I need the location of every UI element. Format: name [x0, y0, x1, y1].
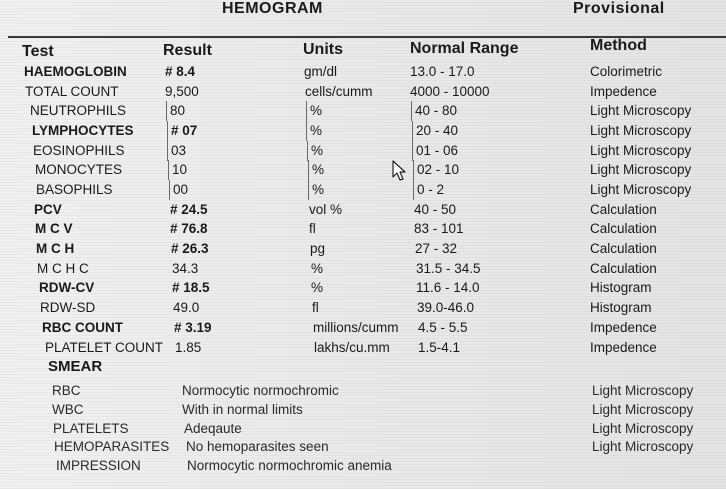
- smear-value: No hemoparasites seen: [186, 439, 329, 454]
- result-value: 00: [169, 180, 188, 200]
- normal-range-value: 4.5 - 5.5: [418, 320, 468, 335]
- units-value: lakhs/cu.mm: [314, 340, 390, 355]
- test-name: M C V: [35, 221, 73, 236]
- result-value: 34.3: [172, 261, 199, 276]
- table-row: [0, 160, 726, 180]
- test-name: LYMPHOCYTES: [32, 123, 134, 138]
- method-value: Light Microscopy: [590, 162, 692, 177]
- method-value: Colorimetric: [590, 64, 663, 79]
- smear-method: Light Microscopy: [592, 421, 694, 436]
- units-value: fl: [309, 221, 316, 236]
- smear-value: Normocytic normochromic anemia: [187, 458, 392, 473]
- table-header: [0, 37, 726, 59]
- units-value: %: [308, 160, 324, 180]
- method-value: Light Microscopy: [590, 182, 692, 197]
- table-row: [0, 239, 726, 259]
- table-row: [0, 200, 726, 220]
- method-value: Light Microscopy: [590, 103, 692, 118]
- table-row: [0, 298, 726, 318]
- mouse-cursor-icon: [392, 160, 408, 182]
- table-row: [0, 338, 726, 358]
- units-value: millions/cumm: [313, 320, 399, 335]
- test-name: EOSINOPHILS: [33, 143, 125, 158]
- normal-range-value: 1.5-4.1: [418, 340, 461, 355]
- result-value: 9,500: [165, 84, 199, 99]
- table-row: [0, 82, 726, 102]
- smear-label: RBC: [52, 383, 81, 398]
- test-name: MONOCYTES: [35, 162, 123, 177]
- normal-range-value: 4000 - 10000: [410, 84, 490, 99]
- normal-range-value: 39.0-46.0: [417, 300, 475, 315]
- table-row: [0, 62, 726, 82]
- smear-section-title: SMEAR: [48, 358, 103, 375]
- test-name: PLATELET COUNT: [45, 340, 164, 355]
- smear-method: Light Microscopy: [592, 402, 694, 417]
- test-name: RDW-SD: [40, 300, 96, 315]
- header-normal-range: Normal Range: [410, 40, 519, 57]
- result-value: # 07: [167, 121, 197, 141]
- result-value: 03: [167, 141, 186, 161]
- header-units: Units: [303, 41, 343, 58]
- smear-method: Light Microscopy: [592, 439, 694, 454]
- units-value: fl: [312, 300, 319, 315]
- units-value: %: [306, 101, 322, 121]
- table-row: [0, 278, 726, 298]
- test-name: PCV: [34, 202, 62, 217]
- test-name: RDW-CV: [39, 280, 95, 295]
- smear-row: [0, 400, 726, 419]
- method-value: Light Microscopy: [590, 123, 692, 138]
- table-row: [0, 101, 726, 121]
- method-value: Impedence: [590, 84, 657, 99]
- units-value: cells/cumm: [305, 84, 373, 99]
- report-title: HEMOGRAM: [222, 0, 323, 17]
- test-name: HAEMOGLOBIN: [24, 64, 127, 79]
- method-value: Calculation: [590, 221, 657, 236]
- table-row: [0, 141, 726, 161]
- test-name: RBC COUNT: [42, 320, 123, 335]
- result-value: 49.0: [173, 300, 200, 315]
- smear-value: Adeqaute: [184, 421, 242, 436]
- normal-range-value: 40 - 80: [411, 101, 457, 121]
- test-name: M C H C: [37, 261, 89, 276]
- table-row: [0, 180, 726, 200]
- units-value: pg: [310, 241, 326, 256]
- smear-label: HEMOPARASITES: [54, 439, 170, 454]
- method-value: Calculation: [590, 202, 657, 217]
- smear-row: [0, 419, 726, 438]
- header-method: Method: [590, 37, 647, 54]
- result-value: # 3.19: [174, 320, 212, 335]
- method-value: Calculation: [590, 261, 657, 276]
- result-value: # 26.3: [171, 241, 209, 256]
- units-value: vol %: [309, 202, 343, 217]
- table-row: [0, 259, 726, 279]
- normal-range-value: 40 - 50: [414, 202, 457, 217]
- normal-range-value: 11.6 - 14.0: [416, 280, 480, 295]
- units-value: %: [311, 261, 324, 276]
- normal-range-value: 01 - 06: [412, 141, 458, 161]
- report-status: Provisional: [573, 0, 665, 17]
- units-value: gm/dl: [304, 64, 338, 79]
- method-value: Light Microscopy: [590, 143, 692, 158]
- normal-range-value: 83 - 101: [414, 221, 464, 236]
- header-result: Result: [163, 42, 212, 59]
- test-name: M C H: [36, 241, 75, 256]
- smear-value: Normocytic normochromic: [182, 383, 339, 398]
- smear-value: With in normal limits: [182, 402, 303, 417]
- normal-range-value: 02 - 10: [413, 160, 459, 180]
- normal-range-value: 13.0 - 17.0: [410, 64, 475, 79]
- units-value: %: [308, 180, 324, 200]
- test-name: NEUTROPHILS: [30, 103, 127, 118]
- table-row: [0, 121, 726, 141]
- table-row: [0, 318, 726, 338]
- header-test: Test: [22, 43, 54, 60]
- result-value: 1.85: [175, 340, 202, 355]
- result-value: # 18.5: [172, 280, 210, 295]
- normal-range-value: 31.5 - 34.5: [416, 261, 481, 276]
- method-value: Calculation: [590, 241, 657, 256]
- test-name: BASOPHILS: [36, 182, 113, 197]
- smear-label: WBC: [52, 402, 84, 417]
- units-value: %: [306, 121, 322, 141]
- table-row: [0, 219, 726, 239]
- result-value: # 8.4: [165, 64, 196, 79]
- result-value: 10: [168, 160, 187, 180]
- result-value: # 24.5: [170, 202, 208, 217]
- method-value: Histogram: [590, 300, 652, 315]
- smear-method: Light Microscopy: [592, 383, 694, 398]
- units-value: %: [311, 280, 324, 295]
- smear-label: IMPRESSION: [56, 458, 141, 473]
- test-name: TOTAL COUNT: [25, 84, 119, 99]
- method-value: Impedence: [590, 340, 657, 355]
- method-value: Impedence: [590, 320, 657, 335]
- result-value: # 76.8: [170, 221, 208, 236]
- method-value: Histogram: [590, 280, 652, 295]
- smear-row: [0, 456, 726, 475]
- smear-label: PLATELETS: [53, 421, 129, 436]
- smear-row: [0, 437, 726, 456]
- normal-range-value: 20 - 40: [412, 121, 458, 141]
- normal-range-value: 27 - 32: [415, 241, 458, 256]
- normal-range-value: 0 - 2: [413, 180, 444, 200]
- units-value: %: [307, 141, 323, 161]
- smear-row: [0, 381, 726, 400]
- result-value: 80: [166, 101, 185, 121]
